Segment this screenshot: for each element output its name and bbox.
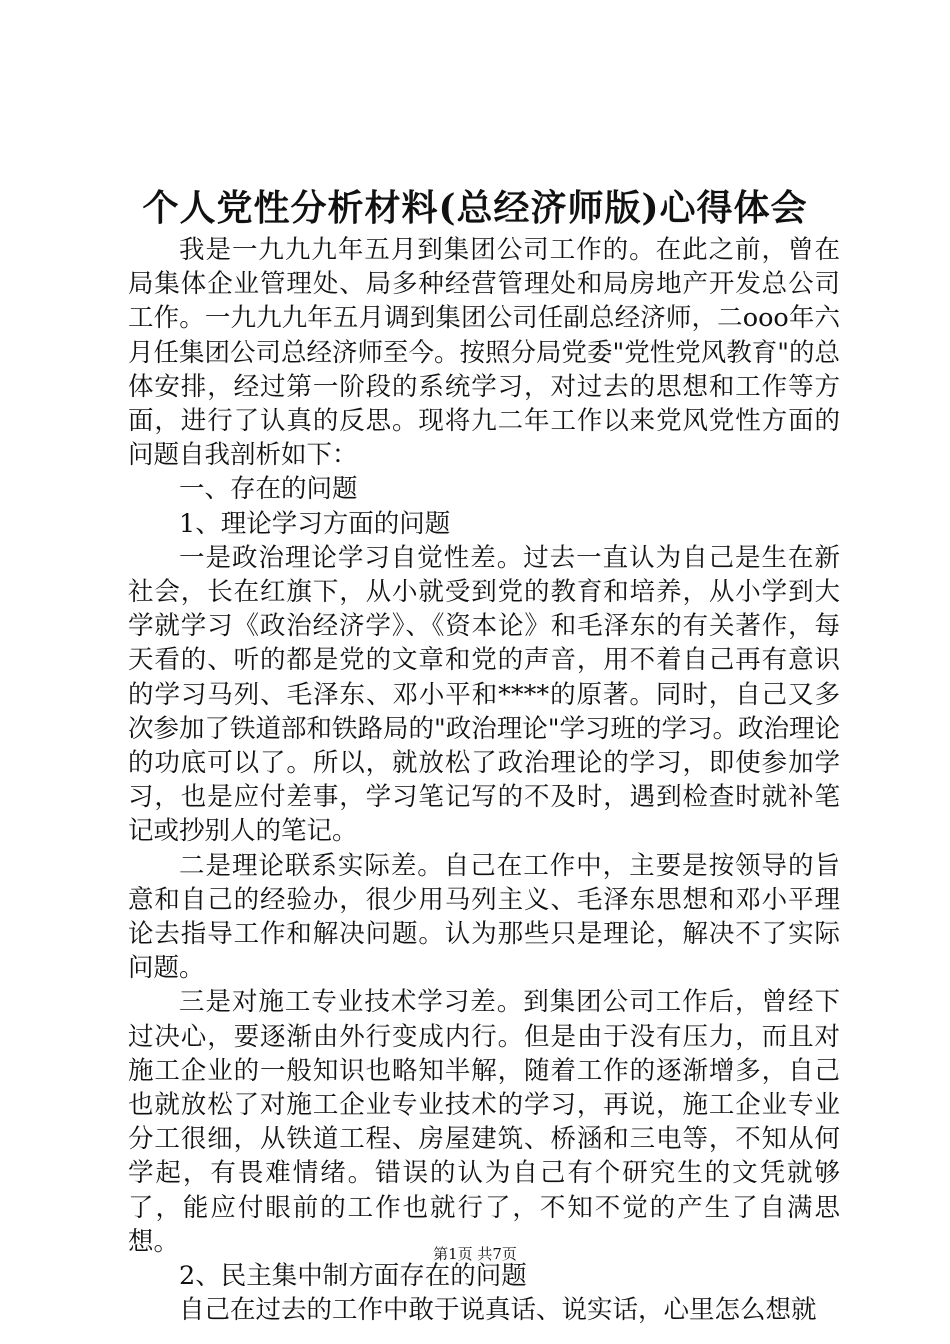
heading-subsection-2: 2、民主集中制方面存在的问题 (179, 1261, 527, 1292)
document-body (128, 233, 840, 1328)
heading-section-1: 一、存在的问题 (179, 474, 358, 505)
page-number-footer: 第1页 共7页 (433, 1245, 517, 1263)
paragraph-point-2: 二是理论联系实际差。自己在工作中，主要是按领导的旨意和自己的经验办，很少用马列主义、毛泽东思想和邓小平理论去指导工作和解决问题。认为那些只是理论，解决不了实际问题。 (128, 850, 840, 984)
paragraph-point-1: 一是政治理论学习自觉性差。过去一直认为自己是生在新社会，长在红旗下，从小就受到党的教育和培养，从小学到大学就学习《政治经济学》、《资本论》和毛泽东的有关著作，每天看的、听的都是党的文章和党的声音，用不着自己再有意识的学习马列、毛泽东、邓小平和****的原著。同时，自己又多次参加了铁道部和铁路局的"政治理论"学习班的学习。政治理论的功底可以了。所以，就放松了政治理论的学习，即使参加学习，也是应付差事，学习笔记写的不及时，遇到检查时就补笔记或抄别人的笔记。 (128, 542, 840, 847)
paragraph-intro: 我是一九九九年五月到集团公司工作的。在此之前，曾在局集体企业管理处、局多种经营管理处和局房地产开发总公司工作。一九九九年五月调到集团公司任副总经济师，二ooo年六月任集团公司总经济师至今。按照分局党委"党性党风教育"的总体安排，经过第一阶段的系统学习，对过去的思想和工作等方面，进行了认真的反思。现将九二年工作以来党风党性方面的问题自我剖析如下： (128, 235, 840, 471)
heading-subsection-1: 1、理论学习方面的问题 (179, 508, 451, 539)
paragraph-point-3: 三是对施工专业技术学习差。到集团公司工作后，曾经下过决心，要逐渐由外行变成内行。但是由于没有压力，而且对施工企业的一般知识也略知半解，随着工作的逐渐增多，自己也就放松了对施工企业专业技术的学习，再说，施工企业专业分工很细，从铁道工程、房屋建筑、桥涵和三电等，不知从何学起，有畏难情绪。错误的认为自己有个研究生的文凭就够了，能应付眼前的工作也就行了，不知不觉的产生了自满思想。 (128, 987, 840, 1257)
paragraph-democratic-centralism: 自己在过去的工作中敢于说真话、说实话，心里怎么想就 (179, 1295, 817, 1326)
document-title: 个人党性分析材料(总经济师版)心得体会 (142, 187, 808, 229)
